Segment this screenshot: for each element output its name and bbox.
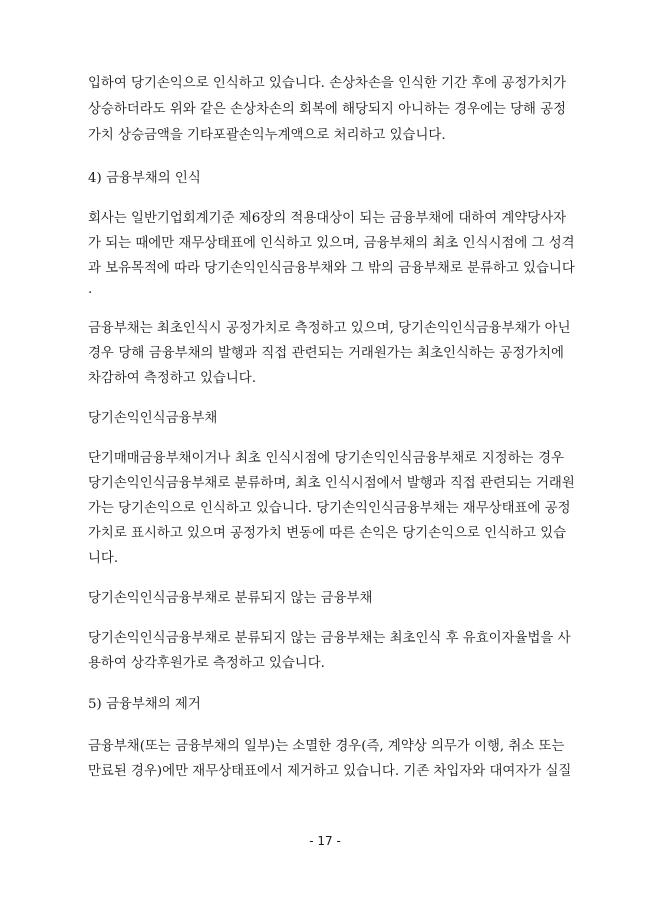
paragraph-line: 과 보유목적에 따라 당기손익인식금융부채와 그 밖의 금융부채로 분류하고 있습니다 xyxy=(88,261,575,276)
paragraph-line: 경우 당해 금융부채의 발행과 직접 관련되는 거래원가는 최초인식하는 공정가치에 xyxy=(88,346,564,361)
paragraph-line: 금융부채는 최초인식시 공정가치로 측정하고 있으며, 당기손익인식금융부채가 아닌 xyxy=(88,321,571,336)
paragraph-line: 단기매매금융부채이거나 최초 인식시점에 당기손익인식금융부채로 지정하는 경우 xyxy=(88,451,564,466)
paragraph-line: 가치로 표시하고 있으며 공정가치 변동에 따른 손익은 당기손익으로 인식하고 있습 xyxy=(88,526,567,541)
paragraph-line: 용하여 상각후원가로 측정하고 있습니다. xyxy=(88,656,325,671)
section-heading-5: 5) 금융부채의 제거 xyxy=(88,697,201,712)
subheading: 당기손익인식금융부채 xyxy=(88,411,218,426)
page-number: - 17 - xyxy=(309,834,341,848)
paragraph-line: 입하여 당기손익으로 인식하고 있습니다. 손상차손을 인식한 기간 후에 공정가치가 xyxy=(88,76,567,91)
paragraph-line: 당기손익인식금융부채로 분류되지 않는 금융부채는 최초인식 후 유효이자율법을 사 xyxy=(88,631,571,646)
paragraph-line: 가치 상승금액을 기타포괄손익누계액으로 처리하고 있습니다. xyxy=(88,128,446,143)
paragraph-line: . xyxy=(88,282,93,297)
paragraph-line: 당기손익인식금융부채로 분류하며, 최초 인식시점에서 발행과 직접 관련되는 거래원 xyxy=(88,476,575,491)
paragraph-line: 만료된 경우)에만 재무상태표에서 제거하고 있습니다. 기존 차입자와 대여자가 실질 xyxy=(88,764,572,779)
paragraph-line: 차감하여 측정하고 있습니다. xyxy=(88,371,256,386)
paragraph-line: 가 되는 때에만 재무상태표에 인식하고 있으며, 금융부채의 최초 인식시점에 그 성격 xyxy=(88,236,575,251)
paragraph-line: 가는 당기손익으로 인식하고 있습니다. 당기손익인식금융부채는 재무상태표에 공정 xyxy=(88,501,571,516)
subheading: 당기손익인식금융부채로 분류되지 않는 금융부채 xyxy=(88,591,373,606)
paragraph-line: 니다. xyxy=(88,551,119,566)
paragraph-line: 금융부채(또는 금융부채의 일부)는 소멸한 경우(즉, 계약상 의무가 이행, 취소 또는 xyxy=(88,739,565,754)
paragraph-line: 회사는 일반기업회계기준 제6장의 적용대상이 되는 금융부채에 대하여 계약당사자 xyxy=(88,211,567,226)
paragraph-line: 상승하더라도 위와 같은 손상차손의 회복에 해당되지 아니하는 경우에는 당해 공정 xyxy=(88,102,567,117)
section-heading-4: 4) 금융부채의 인식 xyxy=(88,171,201,186)
